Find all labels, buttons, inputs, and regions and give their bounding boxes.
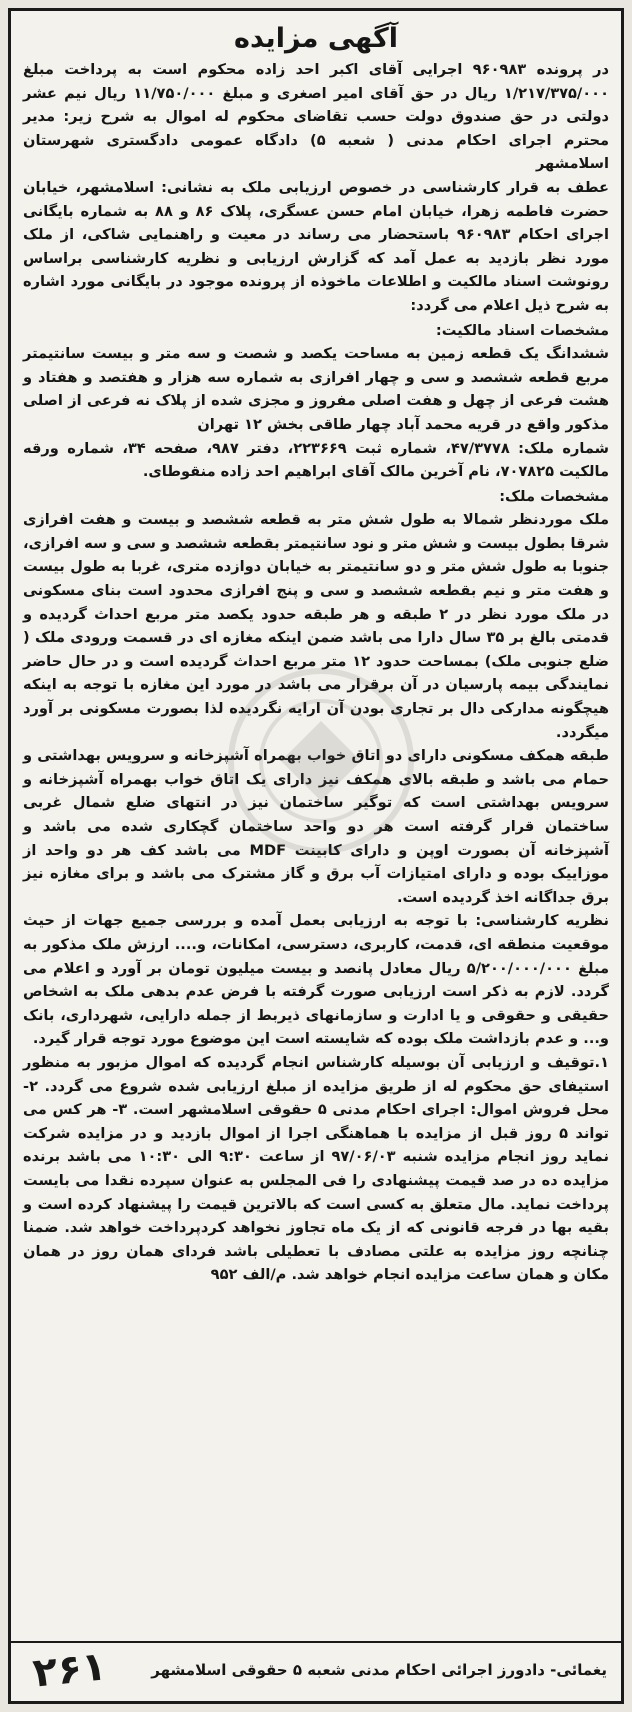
paragraph-expert-report: عطف به قرار کارشناسی در خصوص ارزیابی ملک به نشانی: اسلامشهر، خیابان حضرت فاطمه زهرا، خیابان امام حسن عسگری، پلاک ۸۶ و ۸۸ به شماره بایگانی اجرای احکام ۹۶۰۹۸۳ باستحضار می رساند در معیت و راهنمایی شاکی، از ملک مورد نظر بازدید به عمل آمد که گزارش ارزیابی و نظریه کارشناسی براساس رونوشت اسناد مالکیت و اطلاعات ماخوذه از پرونده موجود در بایگانی مورد اشاره به شرح ذیل اعلام می گردد: xyxy=(23,178,609,314)
paragraph-case-intro: در پرونده ۹۶۰۹۸۳ اجرایی آقای اکبر احد زاده محکوم است به پرداخت مبلغ ۱/۲۱۷/۳۷۵/۰۰۰ ریال در حق آقای امیر اصغری و مبلغ ۱۱/۷۵۰/۰۰۰ ریال نیم عشر دولتی در حق صندوق دولت حسب تقاضای محکوم له اموال به شرح زیر: مدیر محترم اجرای احکام مدنی ( شعبه ۵) دادگاه عمومی دادگستری شهرستان اسلامشهر xyxy=(23,61,609,173)
heading-property-specs: مشخصات ملک: xyxy=(499,487,609,505)
paragraph-expert-opinion: نظریه کارشناسی: با توجه به ارزیابی بعمل آمده و بررسی جمیع جهات از حیث موقعیت منطقه ای، قدمت، کاربری، دسترسی، امکانات، و.... ارزش ملک مذکور به مبلغ ۵/۲۰۰/۰۰۰/۰۰۰ ریال معادل پانصد و بیست میلیون تومان بر آورد و اعلام می گردد. لازم به ذکر است ارزیابی صورت گرفته با فرض عدم بدهی ملک به اشخاص حقیقی و حقوقی و یا ادارت و سازمانهای ذیربط از جمله دارایی، شهرداری، بانک و... و عدم بازداشت ملک بوده که شایسته است این موضوع مورد توجه قرار گیرد. xyxy=(23,912,610,1048)
paragraph-floors: طبقه همکف مسکونی دارای دو اتاق خواب بهمراه آشپزخانه و سرویس بهداشتی و حمام می باشد و طبقه بالای همکف نیز دارای یک اتاق خواب بهمراه آشپزخانه و سرویس بهداشتی است که توگیر ساختمان نیز در انتهای ضلع شمال غربی ساختمان قرار گرفته است هر دو واحد ساختمان گچکاری شده می باشد و آشپزخانه آن بصورت اوپن و دارای کابینت MDF می باشد کف هر دو واحد از موزاییک بوده و دارای امتیازات آب برق و گاز مشترک می باشد و برای مغازه نیز برق جداگانه اخذ گردیده است. xyxy=(23,747,610,906)
paragraph-registration-details: شماره ملک: ۴۷/۳۷۷۸، شماره ثبت ۲۲۳۶۶۹، دفتر ۹۸۷، صفحه ۳۴، شماره ورقه مالکیت ۷۰۷۸۲۵، نام آخرین مالک آقای ابراهیم احد زاده منقوطای. xyxy=(23,439,609,481)
notice-footer xyxy=(11,1641,621,1701)
notice-clipping xyxy=(8,8,624,1704)
signature-line: یغمائی- دادورز اجرائی احکام مدنی شعبه ۵ حقوقی اسلامشهر xyxy=(151,1661,607,1679)
heading-ownership-documents: مشخصات اسناد مالکیت: xyxy=(435,321,609,339)
notice-body xyxy=(11,58,621,1287)
paragraph-boundaries: ملک موردنظر شمالا به طول شش متر به قطعه ششصد و بیست و هفت افرازی شرقا بطول بیست و شش متر و نود سانتیمتر بقطعه ششصد و سی و سه افرازی، جنوبا به طول شش متر و دو سانتیمتر به خیابان دوازده متری، غربا به طول بیست و هفت متر و نیم بقطعه ششصد و سی و پنج افرازی محدود است بنای مسکونی در ملک مورد نظر در ۲ طبقه و هر طبقه حدود یکصد متر مربع احداث گردیده و قدمتی بالغ بر ۳۵ سال دارا می باشد ضمن اینکه مغازه ای در قسمت ورودی ملک ( ضلع جنوبی ملک) بمساحت حدود ۱۲ متر مربع احداث گردیده است و در حال حاضر نمایندگی بیمه پارسیان در آن برقرار می باشد در مورد این مغازه با توجه به اینکه هیچگونه مدارکی دال بر تجاری بودن آن ارایه نگردیده لذا بصورت مسکونی بر آورد میگردد. xyxy=(23,511,609,741)
paragraph-auction-terms: ۱.توقیف و ارزیابی آن بوسیله کارشناس انجام گردیده که اموال مزبور به منظور استیفای حق محکوم له از طریق مزایده از مبلغ ارزیابی شده شروع می گردد. ۲- محل فروش اموال: اجرای احکام مدنی ۵ حقوقی اسلامشهر است. ۳- هر کس می تواند ۵ روز قبل از مزایده با هماهنگی اجرا از اموال بازدید و در مزایده شرکت نماید روز انجام مزایده شنبه ۹۷/۰۶/۰۳ از ساعت ۹:۳۰ الی ۱۰:۳۰ می باشد برنده مزایده ده در صد قیمت پیشنهادی را فی المجلس به عنوان سپرده نقدا می بایست پرداخت نماید. مال متعلق به کسی است که بالاترین قیمت را پیشنهاد کرده است و بقیه بها در فرجه قانونی که از یک ماه تجاوز نخواهد کردپرداخت خواهد شد. ضمنا چنانچه روز مزایده به علتی مصادف با تعطیلی باشد فردای همان روز در همان مکان و همان ساعت مزایده انجام خواهد شد. م/الف ۹۵۲ xyxy=(23,1053,610,1284)
notice-title: آگهی مزایده xyxy=(234,23,398,54)
paragraph-land-description: ششدانگ یک قطعه زمین به مساحت یکصد و شصت و سه متر و بیست سانتیمتر مربع قطعه ششصد و سی و چهار افرازی به شماره سه هزار و هفتصد و هفتاد و هشت فرعی از چهل و هفت اصلی مفروز و مجزی شده از پلاک نه فرعی از اصلی مذکور واقع در قریه محمد آباد چهار طاقی بخش ۱۲ تهران xyxy=(23,345,609,433)
handwritten-number: ۲۶۱ xyxy=(30,1643,109,1697)
